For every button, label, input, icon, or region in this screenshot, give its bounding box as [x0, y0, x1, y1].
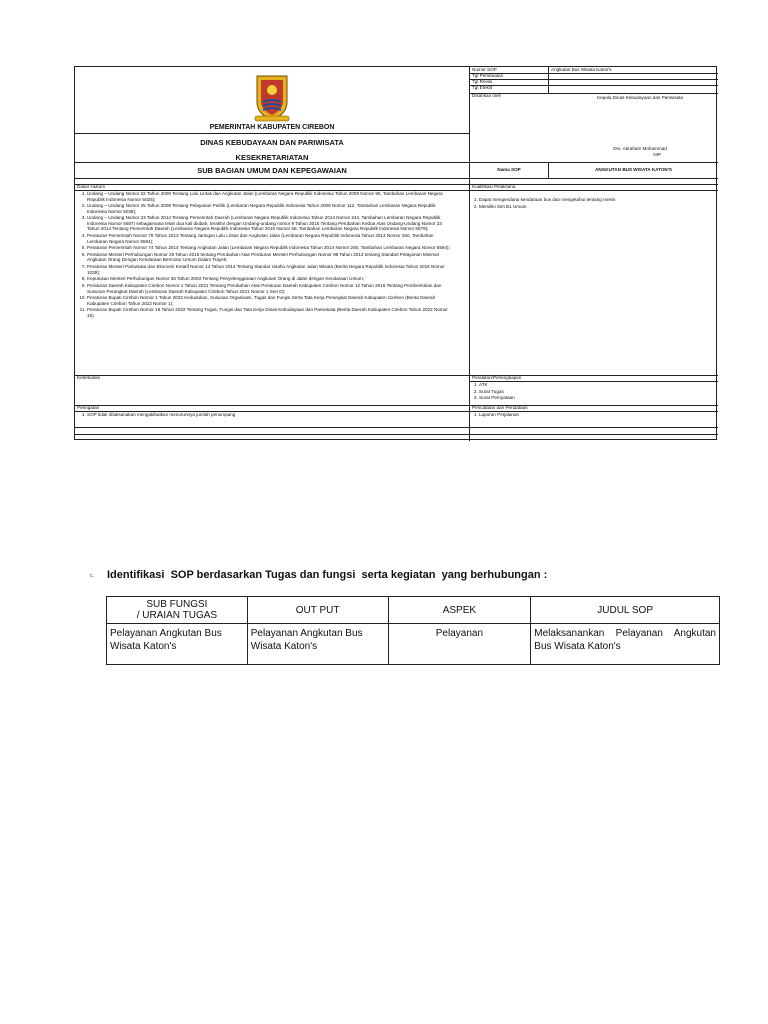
- list-item: 2. Undang – Undang Nomor 25 Tahun 2009 Tentang Pelayanan Publik (Lembaran Negara Republik Indonesia Tahun 2009 Nomor 112, Tambahan Lembaran Negara Republik Indonesia Nomor 5038);: [87, 203, 453, 214]
- list-item: 3. Surat Pernyataan: [479, 395, 707, 401]
- list-item: 6. Peraturan Menteri Perhubungan Nomor 29 Tahun 2015 tentang Perubahan Atas Peraturan Menteri Perhubungan Nomor 98 Tahun 2013 tentang Standart Pelayanan Minimal Angkutan Orang Dengan Kendaraan Bermotor Umum Dalam Trayek;: [87, 252, 453, 263]
- list-item: 10. Peraturan Bupati Cirebon Nomor 1 Tahun 2022 Kedudukan, Susunan Organisasi, Tugas dan Fungsi Serta Tata Kerja Perangkat Daerah Kabupaten Cirebon (Berita Daerah Kabupaten Cirebon Tahun 2022 Nomor 1);: [87, 295, 453, 306]
- list-item: 1. Undang – Undang Nomor 22 Tahun 2009 Tentang Lalu Lintas dan Angkutan Jalan (Lembaran Negara Republik Indonesia Tahun 2009 Nomor 96, Tambahan Lembaran Negara Republik Indonesia Nomor 5025);: [87, 191, 453, 202]
- cell-sub-fungsi: Pelayanan Angkutan Bus Wisata Katon's: [107, 624, 248, 665]
- disahkan-value: Kepala Dinas Kebudayaan dan Pariwisata: [597, 95, 683, 100]
- list-item: 2. Memiliki Sim B1 Umum: [479, 204, 707, 210]
- header-output: OUT PUT: [247, 597, 388, 624]
- header-sub-fungsi: [107, 597, 248, 624]
- identifikasi-heading: Identifikasi SOP berdasarkan Tugas dan fungsi serta kegiatan yang berhubungan :: [107, 569, 548, 581]
- identifikasi-table: [106, 596, 720, 665]
- list-item: 4. Peraturan Pemerintah Nomor 79 Tahun 2013 Tentang Jaringan Lalu Lintas dan Angkutan Jalan (Lembaran Negara Republik Indonesia Tahun 2013 Nomor 260, Tambahan Lembaran Negara Nomor 5594);: [87, 233, 453, 244]
- cirebon-crest-logo: [253, 72, 291, 122]
- disahkan-label: Disahkan oleh: [472, 93, 502, 98]
- dept-name: DINAS KEBUDAYAAN DAN PARIWISATA: [200, 138, 344, 147]
- nama-sop-label: Nama SOP: [497, 167, 521, 172]
- list-item: 7. Peraturan Menteri Pariwisata dan Ekonomi Kreatif Nomor 14 Tahun 2014 Tentang Standar Usaha Angkutan Jalan Wisata (Berita Negara Republik Indonesia Tahun 2016 Nomor 1039);: [87, 264, 453, 275]
- dasar-hukum-list: [77, 191, 453, 320]
- peringatan-label: Peringatan: [77, 405, 100, 410]
- signer-nip: NIP.: [653, 152, 662, 157]
- peralatan-label: Peralatan/Perlengkapan: [472, 375, 522, 380]
- pencatatan-label: Pencatatan dan Pendataan: [472, 405, 528, 410]
- peringatan-list: [77, 412, 453, 419]
- header-left: [75, 67, 469, 179]
- peralatan-list: [467, 382, 707, 402]
- tgl-pembuatan-label: Tgl Pembuatan: [472, 73, 504, 78]
- list-item: 2. Surat Tugas: [479, 389, 707, 395]
- list-item: 1. Laporan Perjalanan: [479, 412, 707, 418]
- list-item: 1. Dapat mengendarai kendaraan bus dan mengetahui tentang mesin: [479, 197, 707, 203]
- peringatan-line: [75, 405, 718, 406]
- list-item: 8. Keputusan Menteri Perhubungan Nomor 35 Tahun 2003 Tentang Penyelenggaraan Angkutan Orang di Jalan dengan Kendaraan Umum;: [87, 276, 453, 282]
- identifikasi-bullet: c.: [90, 573, 94, 579]
- header-gap-line: [75, 184, 718, 185]
- subsection-name: SUB BAGIAN UMUM DAN KEPEGAWAIAN: [197, 166, 347, 175]
- kualifikasi-label: Kualifikasi Pelaksana: [472, 184, 516, 189]
- list-item: 11. Peraturan Bupati Cirebon Nomor 18 Tahun 2022 Tentang Tugas, Fungsi dan Tata Kerja Dinas Kebudayaan dan Pariwisata (Berita Daerah Kabupaten Cirebon Tahun 2022 Nomor 18).: [87, 307, 453, 318]
- list-item: 1. SOP tidak dilaksanakan mengakibatkan menurunnya jumlah penumpang: [87, 412, 453, 418]
- gov-name: PEMERINTAH KABUPATEN CIREBON: [209, 124, 335, 131]
- header-right: [470, 67, 718, 179]
- keterkaitan-label: Keterkaitan: [77, 375, 101, 380]
- meta-col-divider: [548, 67, 549, 93]
- cell-judul-sop: Melaksanankan Pelayanan Angkutan Bus Wisata Katon's: [531, 624, 720, 665]
- header-bottom-line: [75, 178, 718, 179]
- cell-output: Pelayanan Angkutan Bus Wisata Katon's: [247, 624, 388, 665]
- list-item: 5. Peraturan Pemerintah Nomor 74 Tahun 2014 Tentang Angkutan Jalan (Lembaran Negara Republik Indonesia Tahun 2014 Nomor 260, Tambahan Lembaran Negara Nomor 5594);: [87, 245, 453, 251]
- bottom-line-1: [75, 427, 718, 428]
- table-row: [107, 624, 720, 665]
- cell-aspek: Pelayanan: [388, 624, 531, 665]
- identifikasi-header-row: [107, 597, 720, 624]
- list-item: 9. Peraturan Daerah Kabupaten Cirebon Nomor 1 Tahun 2021 Tentang Perubahan Atas Peraturan Daerah Kabupaten Cirebon Nomor 12 Tahun 2016 Tentang Pembentukan dan Susunan Perangkat Daerah (Lembaran Daerah Kabupaten Cirebon Tahun 2021 Nomor 1 Seri D);: [87, 283, 453, 294]
- header-aspek: ASPEK: [388, 597, 531, 624]
- list-item: 3. Undang – Undang Nomor 23 Tahun 2014 Tentang Pemerintah Daerah (Lembaran Negara Republik Indonesia Tahun 2014 Nomor 244, Tambahan Lembaran Negara Republik Indonesia Nomor 5587) sebagaimana telah dua kali diubah, terakhir dengan Undang-undang nomor 9 Tahun 2015 Tentang Perubahan Kedua Atas Undang-Undang Nomor 23 Tahun 2014 Tentang Pemerintah Daerah (Lembaran Negara Republik Indonesia Tahun 2015 Nomor 58, Tambahan Lembaran Negara Republik Indonesia Nomor 5679);: [87, 215, 453, 232]
- dasar-hukum-label: Dasar Hukum: [77, 184, 106, 189]
- header-sub-fungsi-line1: SUB FUNGSI: [146, 599, 208, 610]
- signer-name: Drs. Abraham Mohammad: [613, 146, 667, 151]
- sop-form: [74, 66, 717, 440]
- nomor-sop-value: Angkutan Bus Wisata Katon's: [551, 67, 612, 72]
- header-sub-fungsi-line2: / URAIAN TUGAS: [136, 610, 218, 621]
- keterkaitan-line: [75, 375, 718, 376]
- kualifikasi-list: [467, 197, 707, 210]
- tgl-revisi-label: Tgl Revisi: [472, 79, 493, 84]
- list-item: 1. ATK: [479, 382, 707, 388]
- nama-sop-value: ANGKUTAN BUS WISATA KATON'S: [595, 167, 672, 172]
- header-judul-sop: JUDUL SOP: [531, 597, 720, 624]
- tgl-efektif-label: Tgl Efektif: [472, 85, 493, 90]
- header-line-2: [75, 162, 469, 163]
- header-line-1: [75, 133, 469, 134]
- bottom-line-2: [75, 434, 718, 435]
- pencatatan-list: [467, 412, 707, 419]
- section-name: KESEKRETARIATAN: [235, 153, 309, 162]
- nomor-sop-label: Nomor SOP: [472, 67, 497, 72]
